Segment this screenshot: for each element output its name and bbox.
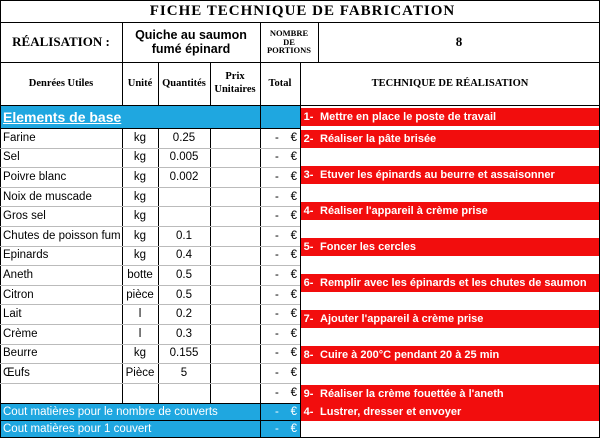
ingredient-price	[210, 187, 260, 207]
cost-total-currency: €	[290, 405, 297, 418]
ingredient-price	[210, 383, 260, 403]
cost-unit-dash: -	[275, 422, 279, 435]
ingredient-total	[260, 285, 300, 305]
row-line	[0, 324, 300, 325]
ingredient-total-currency: €	[290, 308, 297, 321]
ingredient-price	[210, 363, 260, 383]
cost-unit-value	[260, 420, 300, 437]
ingredient-unit: kg	[133, 170, 147, 183]
grid-line	[0, 437, 600, 438]
ingredient-total-dash: -	[275, 327, 279, 340]
step-number: 8-	[300, 346, 317, 364]
ingredient-qty: 0.5	[176, 288, 192, 301]
ingredient-total	[260, 148, 300, 168]
ingredient-total-currency: €	[290, 347, 297, 360]
grid-line	[0, 0, 1, 438]
ingredient-total	[260, 383, 300, 403]
step-number: 3-	[300, 166, 317, 184]
ingredient-unit: botte	[127, 268, 153, 281]
ingredient-name: Citron	[3, 288, 34, 301]
ingredient-total-currency: €	[290, 229, 297, 242]
ingredient-name	[0, 383, 122, 403]
ingredient-qty: 0.002	[169, 170, 199, 183]
grid-line	[122, 22, 123, 62]
ingredient-price	[210, 167, 260, 187]
ingredient-price	[210, 148, 260, 168]
row-line	[0, 363, 300, 364]
grid-line	[260, 22, 261, 62]
section-elements-de-base: Elements de base	[0, 105, 300, 128]
step-text: Remplir avec les épinards et les chutes de saumon	[317, 274, 600, 292]
ingredient-qty	[158, 383, 210, 403]
cost-total-label: Cout matières pour le nombre de couverts	[0, 403, 260, 420]
ingredient-total-dash: -	[275, 366, 279, 379]
ingredient-unit: Pièce	[125, 366, 155, 379]
step-text: Cuire à 200°C pendant 20 à 25 min	[317, 346, 600, 364]
ingredient-name: Lait	[3, 308, 22, 321]
grid-line	[599, 0, 600, 438]
ingredient-qty: 5	[180, 366, 188, 379]
ingredient-price	[210, 304, 260, 324]
row-line	[0, 167, 300, 168]
ingredient-unit: kg	[133, 229, 147, 242]
row-line	[0, 206, 300, 207]
recipe-name: Quiche au saumon fumé épinard	[135, 27, 247, 56]
ingredient-unit: l	[138, 308, 142, 321]
grid-line	[158, 62, 159, 105]
ingredient-total-dash: -	[275, 288, 279, 301]
step-number: 6-	[300, 274, 317, 292]
ingredient-total	[260, 324, 300, 344]
ingredient-total-currency: €	[290, 170, 297, 183]
ingredient-total-dash: -	[275, 151, 279, 164]
grid-line	[0, 0, 600, 1]
ingredient-total	[260, 206, 300, 226]
header-prix: Prix Unitaires	[214, 71, 256, 95]
ingredient-total-dash: -	[275, 347, 279, 360]
ingredient-name: Sel	[3, 151, 20, 164]
row-line	[0, 148, 300, 149]
step-text: Ajouter l'appareil à crème prise	[317, 310, 600, 328]
ingredient-total-currency: €	[290, 386, 297, 399]
ingredient-qty: 0.5	[176, 268, 192, 281]
ingredient-price	[210, 226, 260, 246]
step-text: Réaliser la pâte brisée	[317, 130, 600, 148]
ingredient-total-dash: -	[275, 229, 279, 242]
ingredient-total-currency: €	[290, 190, 297, 203]
ingredient-total-dash: -	[275, 131, 279, 144]
step-number: 4-	[300, 403, 317, 421]
grid-line	[300, 62, 301, 437]
ingredient-total-dash: -	[275, 268, 279, 281]
ingredient-name: Œufs	[3, 366, 30, 379]
ingredient-qty: 0.1	[176, 229, 192, 242]
header-technique: TECHNIQUE DE RÉALISATION	[371, 78, 529, 89]
row-line	[0, 265, 300, 266]
ingredient-unit: kg	[133, 151, 147, 164]
step-number: 1-	[300, 108, 317, 126]
ingredient-price	[210, 128, 260, 148]
step-text: Réaliser l'appareil à crème prise	[317, 202, 600, 220]
ingredient-name: Chutes de poisson fum	[3, 229, 121, 242]
ingredient-qty: 0.4	[176, 249, 192, 262]
row-line	[0, 246, 300, 247]
ingredient-name: Aneth	[3, 268, 34, 281]
ingredient-total	[260, 246, 300, 266]
ingredient-name: Beurre	[3, 347, 38, 360]
ingredient-price	[210, 206, 260, 226]
ingredient-total	[260, 363, 300, 383]
portions-value: 8	[455, 34, 463, 49]
ingredient-total-currency: €	[290, 268, 297, 281]
ingredient-total-dash: -	[275, 308, 279, 321]
row-line	[0, 383, 300, 384]
step-text: Réaliser la crème fouettée à l'aneth	[317, 385, 600, 403]
header-total: Total	[268, 78, 292, 89]
ingredient-unit: kg	[133, 131, 147, 144]
row-line	[0, 226, 300, 227]
ingredient-unit: kg	[133, 190, 147, 203]
ingredient-qty	[158, 206, 210, 226]
step-text: Foncer les cercles	[317, 238, 600, 256]
ingredient-qty: 0.25	[172, 131, 196, 144]
ingredient-total	[260, 187, 300, 207]
ingredient-total-currency: €	[290, 210, 297, 223]
ingredient-total-dash: -	[275, 249, 279, 262]
realisation-label: RÉALISATION :	[12, 34, 110, 49]
cost-total-value	[260, 403, 300, 420]
step-number: 2-	[300, 130, 317, 148]
sheet-title: FICHE TECHNIQUE DE FABRICATION	[149, 2, 456, 19]
header-unite: Unité	[127, 78, 153, 89]
ingredient-total-dash: -	[275, 210, 279, 223]
step-number: 9-	[300, 385, 317, 403]
ingredient-total	[260, 226, 300, 246]
ingredient-name: Poivre blanc	[3, 170, 67, 183]
ingredient-total	[260, 344, 300, 364]
ingredient-unit: pièce	[126, 288, 154, 301]
ingredient-qty: 0.155	[169, 347, 199, 360]
ingredient-name: Crème	[3, 327, 38, 340]
grid-line	[318, 22, 319, 62]
header-quantites: Quantités	[162, 78, 206, 89]
grid-line	[210, 62, 211, 105]
ingredient-qty: 0.3	[176, 327, 192, 340]
ingredient-name: Noix de muscade	[3, 190, 92, 203]
ingredient-price	[210, 246, 260, 266]
ingredient-total-currency: €	[290, 151, 297, 164]
ingredient-total	[260, 265, 300, 285]
row-line	[0, 304, 300, 305]
ingredient-total-currency: €	[290, 288, 297, 301]
ingredient-unit: kg	[133, 249, 147, 262]
ingredient-unit	[122, 383, 158, 403]
header-denrees: Denrées Utiles	[28, 78, 94, 89]
step-number: 7-	[300, 310, 317, 328]
ingredient-total-dash: -	[275, 190, 279, 203]
ingredient-price	[210, 285, 260, 305]
ingredient-total-dash: -	[275, 386, 279, 399]
cost-total-dash: -	[275, 405, 279, 418]
ingredient-total	[260, 167, 300, 187]
cost-unit-currency: €	[290, 422, 297, 435]
step-text: Mettre en place le poste de travail	[317, 108, 600, 126]
ingredient-price	[210, 265, 260, 285]
grid-line	[0, 420, 300, 421]
ingredient-name: Farine	[3, 131, 36, 144]
ingredient-total-currency: €	[290, 327, 297, 340]
ingredient-price	[210, 344, 260, 364]
grid-line	[0, 403, 300, 404]
grid-line	[122, 62, 123, 105]
step-number: 4-	[300, 202, 317, 220]
ingredient-unit: l	[138, 327, 142, 340]
portions-label: NOMBRE DE PORTIONS	[266, 27, 312, 56]
ingredient-name: Epinards	[3, 249, 49, 262]
ingredient-unit: kg	[133, 347, 147, 360]
ingredient-unit: kg	[133, 210, 147, 223]
row-line	[0, 285, 300, 286]
step-number: 5-	[300, 238, 317, 256]
step-text: Lustrer, dresser et envoyer	[317, 403, 600, 421]
grid-line	[0, 22, 600, 23]
ingredient-total-currency: €	[290, 249, 297, 262]
ingredient-total-currency: €	[290, 131, 297, 144]
ingredient-qty: 0.005	[169, 151, 199, 164]
grid-line	[0, 128, 300, 129]
ingredient-price	[210, 324, 260, 344]
ingredient-name: Gros sel	[3, 210, 46, 223]
row-line	[0, 344, 300, 345]
row-line	[0, 187, 300, 188]
ingredient-total-currency: €	[290, 366, 297, 379]
grid-line	[260, 62, 261, 437]
ingredient-total	[260, 128, 300, 148]
ingredient-total	[260, 304, 300, 324]
step-text: Etuver les épinards au beurre et assaisonner	[317, 166, 600, 184]
cost-unit-label: Cout matières pour 1 couvert	[0, 420, 260, 437]
ingredient-total-dash: -	[275, 170, 279, 183]
ingredient-qty	[158, 187, 210, 207]
ingredient-qty: 0.2	[176, 308, 192, 321]
